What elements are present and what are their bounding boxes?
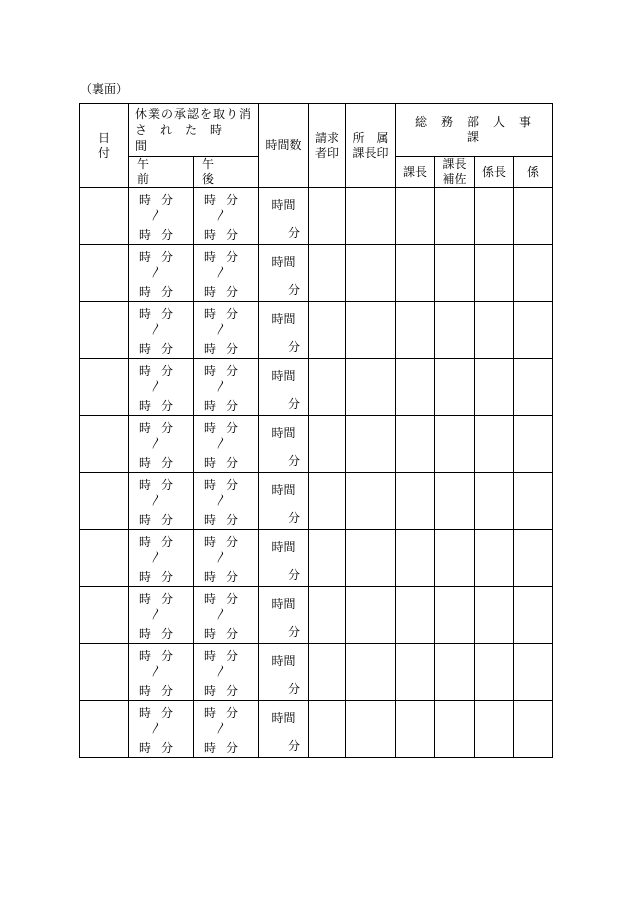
time-end-label: 時分 [138, 342, 183, 356]
table-row [80, 245, 553, 302]
range-wave-mark: 〳 [214, 322, 237, 336]
kacho-hosa-seal-cell[interactable] [435, 359, 475, 416]
time-start-label: 時分 [138, 193, 183, 207]
minutes-unit-label: 分 [287, 739, 300, 753]
kacho-seal-cell[interactable] [396, 245, 435, 302]
hours-cell[interactable] [259, 587, 309, 644]
hours-cell[interactable] [259, 359, 309, 416]
kakaricho-seal-cell[interactable] [475, 701, 514, 758]
pm-time-cell[interactable] [194, 302, 259, 359]
range-wave-mark: 〳 [214, 265, 237, 279]
time-end-label: 時分 [138, 741, 183, 755]
page-label: （裏面） [80, 82, 129, 96]
requester-seal-cell[interactable] [309, 473, 346, 530]
header-requester-seal-line2: 者印 [314, 145, 339, 160]
header-dept-head-seal-line2: 課長印 [352, 145, 389, 160]
kacho-hosa-seal-cell[interactable] [435, 587, 475, 644]
time-end-label: 時分 [203, 342, 248, 356]
table-row [80, 359, 553, 416]
dept-head-seal-cell[interactable] [346, 644, 396, 701]
time-start-label: 時分 [138, 250, 183, 264]
dept-head-seal-cell[interactable] [346, 302, 396, 359]
time-end-label: 時分 [203, 513, 248, 527]
time-start-label: 時分 [138, 364, 183, 378]
requester-seal-cell[interactable] [309, 302, 346, 359]
am-time-cell[interactable] [129, 302, 194, 359]
date-cell[interactable] [80, 701, 129, 758]
date-cell[interactable] [80, 530, 129, 587]
header-pm-label: 午後 [202, 157, 237, 186]
time-end-label: 時分 [138, 513, 183, 527]
dept-head-seal-cell[interactable] [346, 245, 396, 302]
hours-cell[interactable] [259, 245, 309, 302]
am-time-cell[interactable] [129, 530, 194, 587]
kacho-seal-cell[interactable] [396, 302, 435, 359]
kakari-seal-cell[interactable] [514, 245, 553, 302]
time-end-label: 時分 [203, 285, 248, 299]
minutes-unit-label: 分 [287, 568, 300, 582]
header-kakari: 係 [514, 157, 553, 188]
kacho-seal-cell[interactable] [396, 644, 435, 701]
hours-unit-label: 時間 [271, 312, 296, 326]
hours-cell[interactable] [259, 644, 309, 701]
table-row [80, 644, 553, 701]
time-start-label: 時分 [203, 478, 248, 492]
header-kakaricho: 係長 [475, 157, 514, 188]
time-start-label: 時分 [203, 364, 248, 378]
am-time-cell[interactable] [129, 644, 194, 701]
am-time-cell[interactable] [129, 701, 194, 758]
time-end-label: 時分 [203, 627, 248, 641]
kacho-seal-cell[interactable] [396, 701, 435, 758]
time-end-label: 時分 [138, 228, 183, 242]
kakari-seal-cell[interactable] [514, 644, 553, 701]
range-wave-mark: 〳 [214, 493, 237, 507]
dept-head-seal-cell[interactable] [346, 701, 396, 758]
kacho-hosa-seal-cell[interactable] [435, 188, 475, 245]
header-cancelled-time [129, 104, 259, 157]
kacho-hosa-seal-cell[interactable] [435, 530, 475, 587]
time-start-label: 時分 [203, 592, 248, 606]
range-wave-mark: 〳 [214, 208, 237, 222]
time-start-label: 時分 [203, 649, 248, 663]
hours-unit-label: 時間 [271, 198, 296, 212]
kakaricho-seal-cell[interactable] [475, 530, 514, 587]
kakari-seal-cell[interactable] [514, 188, 553, 245]
dept-head-seal-cell[interactable] [346, 188, 396, 245]
kacho-seal-cell[interactable] [396, 359, 435, 416]
time-end-label: 時分 [138, 684, 183, 698]
hours-unit-label: 時間 [271, 654, 296, 668]
table-row [80, 587, 553, 644]
pm-time-cell[interactable] [194, 530, 259, 587]
time-start-label: 時分 [203, 535, 248, 549]
hours-cell[interactable] [259, 302, 309, 359]
range-wave-mark: 〳 [149, 550, 172, 564]
pm-time-cell[interactable] [194, 245, 259, 302]
kakari-seal-cell[interactable] [514, 530, 553, 587]
range-wave-mark: 〳 [214, 721, 237, 735]
table-row [80, 473, 553, 530]
kakaricho-seal-cell[interactable] [475, 302, 514, 359]
time-start-label: 時分 [138, 478, 183, 492]
hours-cell[interactable] [259, 416, 309, 473]
requester-seal-cell[interactable] [309, 359, 346, 416]
time-end-label: 時分 [203, 456, 248, 470]
header-kacho-hosa-line1: 課長 [442, 157, 467, 171]
kacho-hosa-seal-cell[interactable] [435, 644, 475, 701]
time-start-label: 時分 [203, 250, 248, 264]
hours-unit-label: 時間 [271, 426, 296, 440]
header-pm [194, 157, 259, 188]
dept-head-seal-cell[interactable] [346, 359, 396, 416]
time-end-label: 時分 [203, 228, 248, 242]
table-row [80, 530, 553, 587]
date-cell[interactable] [80, 302, 129, 359]
time-end-label: 時分 [203, 741, 248, 755]
time-end-label: 時分 [138, 399, 183, 413]
requester-seal-cell[interactable] [309, 188, 346, 245]
am-time-cell[interactable] [129, 416, 194, 473]
requester-seal-cell[interactable] [309, 416, 346, 473]
am-time-cell[interactable] [129, 587, 194, 644]
kacho-hosa-seal-cell[interactable] [435, 701, 475, 758]
range-wave-mark: 〳 [214, 607, 237, 621]
time-end-label: 時分 [138, 570, 183, 584]
hours-unit-label: 時間 [271, 711, 296, 725]
time-start-label: 時分 [203, 706, 248, 720]
range-wave-mark: 〳 [149, 721, 172, 735]
kakaricho-seal-cell[interactable] [475, 245, 514, 302]
kakaricho-seal-cell[interactable] [475, 188, 514, 245]
hours-unit-label: 時間 [271, 483, 296, 497]
time-end-label: 時分 [138, 456, 183, 470]
leave-cancellation-table [79, 103, 553, 758]
hours-unit-label: 時間 [271, 540, 296, 554]
kakari-seal-cell[interactable] [514, 416, 553, 473]
header-cancelled-time-line2: された時間 [135, 123, 236, 153]
minutes-unit-label: 分 [287, 625, 300, 639]
table-row [80, 701, 553, 758]
kakaricho-seal-cell[interactable] [475, 359, 514, 416]
header-kacho: 課長 [396, 157, 435, 188]
kacho-seal-cell[interactable] [396, 416, 435, 473]
header-dept-head-seal-line1: 所 属 [352, 130, 389, 145]
requester-seal-cell[interactable] [309, 587, 346, 644]
range-wave-mark: 〳 [214, 436, 237, 450]
kakari-seal-cell[interactable] [514, 701, 553, 758]
pm-time-cell[interactable] [194, 644, 259, 701]
range-wave-mark: 〳 [149, 208, 172, 222]
hours-cell[interactable] [259, 473, 309, 530]
range-wave-mark: 〳 [149, 436, 172, 450]
kacho-seal-cell[interactable] [396, 188, 435, 245]
time-end-label: 時分 [203, 399, 248, 413]
hours-cell[interactable] [259, 530, 309, 587]
table-row [80, 302, 553, 359]
am-time-cell[interactable] [129, 245, 194, 302]
header-kacho-hosa-line2: 補佐 [442, 172, 467, 186]
range-wave-mark: 〳 [149, 379, 172, 393]
pm-time-cell[interactable] [194, 188, 259, 245]
pm-time-cell[interactable] [194, 587, 259, 644]
kacho-seal-cell[interactable] [396, 587, 435, 644]
header-dept-head-seal [346, 104, 396, 188]
kakari-seal-cell[interactable] [514, 587, 553, 644]
range-wave-mark: 〳 [149, 322, 172, 336]
time-start-label: 時分 [138, 592, 183, 606]
minutes-unit-label: 分 [287, 283, 300, 297]
table-row [80, 188, 553, 245]
time-start-label: 時分 [138, 706, 183, 720]
time-start-label: 時分 [203, 421, 248, 435]
kacho-seal-cell[interactable] [396, 530, 435, 587]
pm-time-cell[interactable] [194, 359, 259, 416]
am-time-cell[interactable] [129, 359, 194, 416]
hours-unit-label: 時間 [271, 597, 296, 611]
header-requester-seal-line1: 請求 [314, 130, 339, 145]
requester-seal-cell[interactable] [309, 530, 346, 587]
minutes-unit-label: 分 [287, 397, 300, 411]
header-kacho-hosa [435, 157, 475, 188]
hours-unit-label: 時間 [271, 255, 296, 269]
kacho-hosa-seal-cell[interactable] [435, 473, 475, 530]
dept-head-seal-cell[interactable] [346, 587, 396, 644]
header-am-label: 午前 [137, 157, 172, 186]
minutes-unit-label: 分 [287, 511, 300, 525]
header-hours: 時間数 [259, 104, 309, 188]
header-date: 日付 [80, 104, 129, 188]
kacho-seal-cell[interactable] [396, 473, 435, 530]
table-row [80, 416, 553, 473]
range-wave-mark: 〳 [149, 664, 172, 678]
kakaricho-seal-cell[interactable] [475, 587, 514, 644]
range-wave-mark: 〳 [214, 379, 237, 393]
pm-time-cell[interactable] [194, 473, 259, 530]
kakari-seal-cell[interactable] [514, 473, 553, 530]
kacho-hosa-seal-cell[interactable] [435, 416, 475, 473]
pm-time-cell[interactable] [194, 416, 259, 473]
hours-cell[interactable] [259, 701, 309, 758]
kakaricho-seal-cell[interactable] [475, 644, 514, 701]
hours-cell[interactable] [259, 188, 309, 245]
minutes-unit-label: 分 [287, 340, 300, 354]
time-end-label: 時分 [138, 285, 183, 299]
kakari-seal-cell[interactable] [514, 359, 553, 416]
minutes-unit-label: 分 [287, 682, 300, 696]
date-cell[interactable] [80, 359, 129, 416]
kakaricho-seal-cell[interactable] [475, 416, 514, 473]
header-am [129, 157, 194, 188]
time-start-label: 時分 [203, 307, 248, 321]
requester-seal-cell[interactable] [309, 245, 346, 302]
pm-time-cell[interactable] [194, 701, 259, 758]
requester-seal-cell[interactable] [309, 701, 346, 758]
date-cell[interactable] [80, 188, 129, 245]
date-cell[interactable] [80, 644, 129, 701]
header-cancelled-time-line1: 休業の承認を取り消 [135, 107, 253, 121]
kacho-hosa-seal-cell[interactable] [435, 245, 475, 302]
header-general-affairs: 総務部人事課 [396, 104, 553, 157]
time-end-label: 時分 [203, 684, 248, 698]
kakaricho-seal-cell[interactable] [475, 473, 514, 530]
time-end-label: 時分 [138, 627, 183, 641]
time-start-label: 時分 [138, 307, 183, 321]
hours-unit-label: 時間 [271, 369, 296, 383]
requester-seal-cell[interactable] [309, 644, 346, 701]
kacho-hosa-seal-cell[interactable] [435, 302, 475, 359]
time-start-label: 時分 [203, 193, 248, 207]
time-end-label: 時分 [203, 570, 248, 584]
range-wave-mark: 〳 [149, 265, 172, 279]
range-wave-mark: 〳 [214, 550, 237, 564]
dept-head-seal-cell[interactable] [346, 530, 396, 587]
minutes-unit-label: 分 [287, 454, 300, 468]
am-time-cell[interactable] [129, 473, 194, 530]
minutes-unit-label: 分 [287, 226, 300, 240]
range-wave-mark: 〳 [149, 607, 172, 621]
date-cell[interactable] [80, 245, 129, 302]
time-start-label: 時分 [138, 649, 183, 663]
kakari-seal-cell[interactable] [514, 302, 553, 359]
range-wave-mark: 〳 [214, 664, 237, 678]
dept-head-seal-cell[interactable] [346, 416, 396, 473]
dept-head-seal-cell[interactable] [346, 473, 396, 530]
range-wave-mark: 〳 [149, 493, 172, 507]
header-requester-seal [309, 104, 346, 188]
date-cell[interactable] [80, 587, 129, 644]
time-start-label: 時分 [138, 535, 183, 549]
date-cell[interactable] [80, 416, 129, 473]
date-cell[interactable] [80, 473, 129, 530]
am-time-cell[interactable] [129, 188, 194, 245]
time-start-label: 時分 [138, 421, 183, 435]
